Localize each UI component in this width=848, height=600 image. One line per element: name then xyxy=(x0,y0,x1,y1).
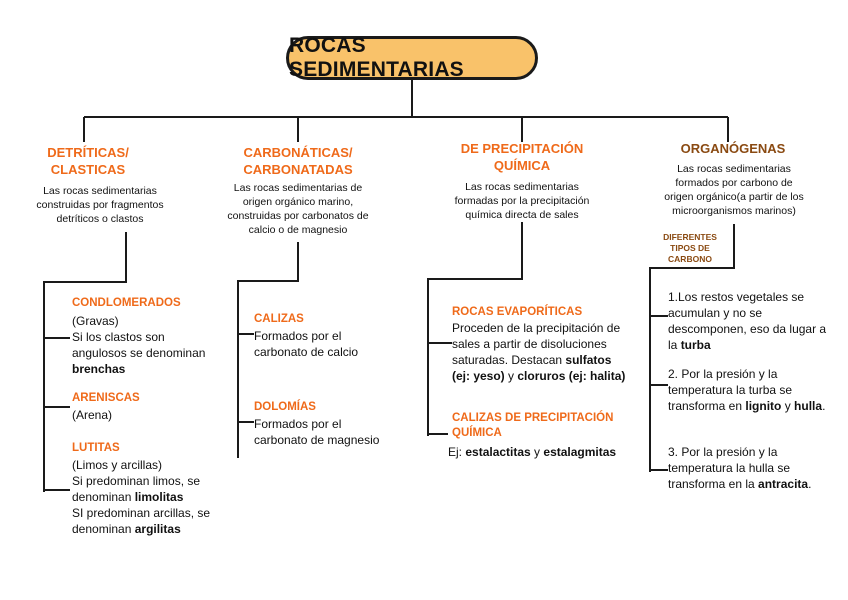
detriticas-description xyxy=(20,184,180,226)
text-line: SI predominan arcillas, se xyxy=(72,506,211,520)
text-fragment: y xyxy=(504,369,518,383)
title-line: CARBONO xyxy=(668,254,712,264)
carbonaticas-description xyxy=(212,181,384,237)
desc-line: química directa de sales xyxy=(465,209,579,221)
conglomerados-title: CONDLOMERADOS xyxy=(72,297,181,309)
text-line: Formados por el xyxy=(254,417,342,431)
calizas-precipitacion-title xyxy=(452,411,613,441)
category-detriticas xyxy=(28,144,148,178)
bold-term: lignito xyxy=(745,399,782,413)
detriticas-title-1: DETRÍTICAS/ xyxy=(47,145,129,160)
title-line: QUÍMICA xyxy=(452,427,502,439)
root-node: ROCAS SEDIMENTARIAS xyxy=(286,36,538,80)
text-line: 1.Los restos vegetales se xyxy=(668,290,805,304)
title-line: DIFERENTES xyxy=(663,232,717,242)
text-fragment: denominan xyxy=(72,522,135,536)
calizas-text xyxy=(254,328,358,360)
evaporiticas-title: ROCAS EVAPORÍTICAS xyxy=(452,306,583,318)
areniscas-title: ARENISCAS xyxy=(72,392,140,404)
text-fragment: transforma en la xyxy=(668,477,759,491)
desc-line: origen orgánico marino, xyxy=(242,196,354,208)
dolomias-text xyxy=(254,416,379,448)
bold-term: estalagmitas xyxy=(543,445,617,459)
carbono-step-3 xyxy=(668,444,811,492)
text-line: carbonato de calcio xyxy=(254,345,359,359)
evaporiticas-text xyxy=(452,320,625,384)
text-line: Si los clastos son xyxy=(72,330,165,344)
text-line: Proceden de la precipitación de xyxy=(452,321,621,335)
desc-line: formados por carbono de xyxy=(675,177,793,189)
desc-line: formadas por la precipitación xyxy=(454,195,590,207)
bold-term: antracita xyxy=(758,477,809,491)
desc-line: detríticos o clastos xyxy=(56,213,144,225)
category-organogenas: ORGANÓGENAS xyxy=(680,141,786,156)
organogenas-description xyxy=(650,162,818,218)
dolomias-title: DOLOMÍAS xyxy=(254,401,316,413)
text-fragment: y xyxy=(781,399,795,413)
text-fragment: . xyxy=(808,477,812,491)
bold-term: sulfatos xyxy=(565,353,612,367)
desc-line: Las rocas sedimentarias xyxy=(677,163,791,175)
desc-line: construidas por carbonatos de xyxy=(227,210,369,222)
carbonaticas-title-2: CARBONATADAS xyxy=(243,162,353,177)
carbonaticas-title-1: CARBONÁTICAS/ xyxy=(243,145,353,160)
text-fragment: . xyxy=(822,399,826,413)
text-line: temperatura la turba se xyxy=(668,383,793,397)
precipitacion-title-2: QUÍMICA xyxy=(493,158,551,173)
bold-term: (ej: yeso) xyxy=(452,369,505,383)
bold-term: argilitas xyxy=(134,522,181,536)
text-line: acumulan y no se xyxy=(668,306,763,320)
text-line: descomponen, eso da lugar a xyxy=(668,322,827,336)
tipos-carbono-label xyxy=(648,232,732,265)
detriticas-title-2: CLASTICAS xyxy=(50,162,126,177)
text-line: (Gravas) xyxy=(72,314,119,328)
title-line: TIPOS DE xyxy=(670,243,710,253)
desc-line: Las rocas sedimentarias de xyxy=(233,182,363,194)
category-precipitacion xyxy=(442,140,602,174)
text-fragment: denominan xyxy=(72,490,135,504)
desc-line: Las rocas sedimentarias xyxy=(465,181,579,193)
text-line: 3. Por la presión y la xyxy=(668,445,778,459)
precipitacion-title-1: DE PRECIPITACIÓN xyxy=(460,141,584,156)
text-fragment: transforma en xyxy=(668,399,746,413)
bold-term: hulla xyxy=(794,399,823,413)
text-fragment: la xyxy=(668,338,681,352)
text-line: (Limos y arcillas) xyxy=(72,458,163,472)
text-line: Formados por el xyxy=(254,329,342,343)
bold-term: limolitas xyxy=(134,490,184,504)
text-line: sales a partir de disoluciones xyxy=(452,337,607,351)
calizas-title: CALIZAS xyxy=(254,313,304,325)
bold-term: turba xyxy=(680,338,711,352)
bold-term: estalactitas xyxy=(465,445,531,459)
desc-line: origen orgánico(a partir de los xyxy=(664,191,804,203)
text-line: 2. Por la presión y la xyxy=(668,367,778,381)
lutitas-text xyxy=(72,457,210,537)
calizas-precipitacion-text xyxy=(448,444,616,460)
desc-line: construidas por fragmentos xyxy=(36,199,164,211)
text-line: angulosos se denominan xyxy=(72,346,206,360)
bold-term: brenchas xyxy=(72,362,126,376)
title-line: CALIZAS DE PRECIPITACIÓN xyxy=(452,412,614,424)
desc-line: calcio o de magnesio xyxy=(248,224,348,236)
lutitas-title: LUTITAS xyxy=(72,442,120,454)
areniscas-text: (Arena) xyxy=(72,408,113,422)
desc-line: Las rocas sedimentarias xyxy=(43,185,157,197)
text-line: Si predominan limos, se xyxy=(72,474,201,488)
text-line: carbonato de magnesio xyxy=(254,433,380,447)
text-line: temperatura la hulla se xyxy=(668,461,791,475)
conglomerados-text xyxy=(72,313,205,377)
desc-line: microorganismos marinos) xyxy=(672,205,796,217)
text-fragment: saturadas. Destacan xyxy=(452,353,566,367)
carbono-step-1 xyxy=(668,289,826,353)
trunk-line xyxy=(84,80,728,142)
precipitacion-description xyxy=(442,180,602,222)
text-fragment: y xyxy=(530,445,544,459)
category-carbonaticas xyxy=(228,144,368,178)
text-fragment: Ej: xyxy=(448,445,466,459)
carbono-step-2 xyxy=(668,366,825,414)
bold-term: cloruros (ej: halita) xyxy=(517,369,626,383)
